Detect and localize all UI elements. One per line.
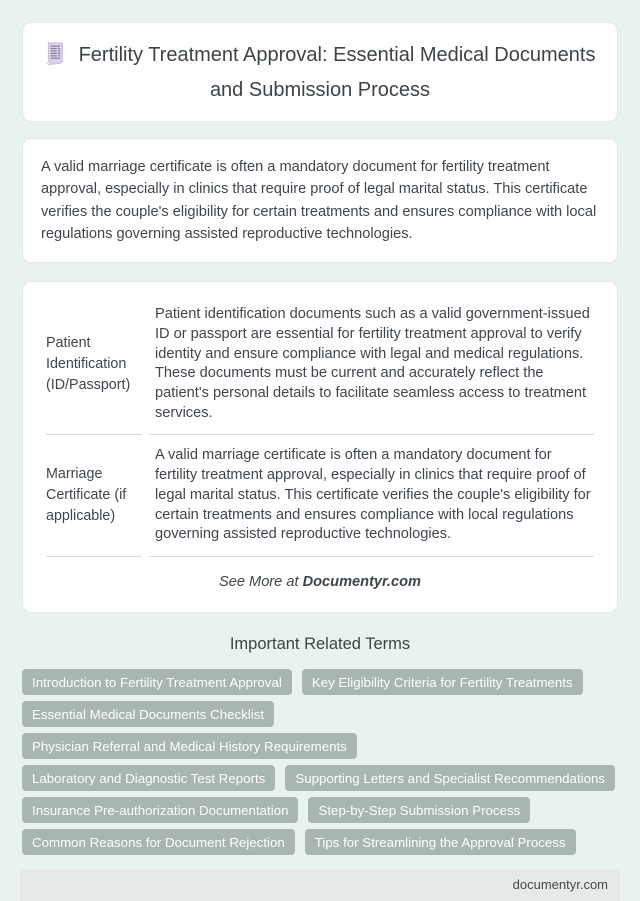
term-tag-introduction[interactable]: Introduction to Fertility Treatment Approval — [22, 669, 292, 695]
intro-paragraph: A valid marriage certificate is often a mandatory document for fertility treatment approval, especially in clinics that require proof of legal marital status. This certificate verifies the couple's eligibility for certain treatments and ensures compliance with local regulations governing assisted reproductive technologies. — [41, 159, 597, 242]
documents-table — [39, 294, 601, 557]
related-terms-list — [22, 669, 618, 855]
documents-table-card — [22, 281, 618, 613]
term-tag-documents-checklist[interactable]: Essential Medical Documents Checklist — [22, 701, 274, 727]
term-tag-rejection-reasons[interactable]: Common Reasons for Document Rejection — [22, 829, 295, 855]
term-tag-supporting-letters[interactable]: Supporting Letters and Specialist Recommendations — [285, 765, 615, 791]
see-more-line — [39, 574, 601, 590]
receipt-icon — [45, 41, 66, 75]
see-more-prefix: See More at — [219, 573, 303, 590]
page — [0, 22, 640, 901]
term-tag-insurance-preauth[interactable]: Insurance Pre-authorization Documentation — [22, 797, 298, 823]
intro-card — [22, 138, 618, 263]
term-tag-streamlining-tips[interactable]: Tips for Streamlining the Approval Process — [305, 829, 576, 855]
row-description: A valid marriage certificate is often a mandatory document for fertility treatment approval, especially in clinics that require proof of legal marital status. This certificate verifies the couple's eligibility for certain treatments and ensures compliance with local regulations governing assisted reproductive technologies. — [149, 435, 594, 557]
row-label: Marriage Certificate (if applicable) — [46, 435, 142, 557]
footer-bar — [20, 869, 620, 901]
title-card — [22, 22, 618, 122]
term-tag-eligibility[interactable]: Key Eligibility Criteria for Fertility Treatments — [302, 669, 583, 695]
term-tag-physician-referral[interactable]: Physician Referral and Medical History Requirements — [22, 733, 357, 759]
row-label: Patient Identification (ID/Passport) — [46, 294, 142, 435]
page-title — [43, 40, 597, 106]
term-tag-submission-process[interactable]: Step-by-Step Submission Process — [308, 797, 530, 823]
see-more-site-link[interactable]: Documentyr.com — [302, 573, 421, 590]
related-terms-heading: Important Related Terms — [229, 634, 411, 653]
table-row — [46, 435, 594, 557]
term-tag-lab-reports[interactable]: Laboratory and Diagnostic Test Reports — [22, 765, 275, 791]
page-title-text: Fertility Treatment Approval: Essential Medical Documents and Submission Process — [78, 44, 596, 101]
row-description: Patient identification documents such as a valid government-issued ID or passport are essential for fertility treatment approval to verify identity and ensure compliance with legal and medical regulations. These documents must be current and accurately reflect the patient's personal details to facilitate seamless access to treatment services. — [149, 294, 594, 435]
table-row — [46, 294, 594, 435]
footer-site-text: documentyr.com — [512, 877, 608, 893]
